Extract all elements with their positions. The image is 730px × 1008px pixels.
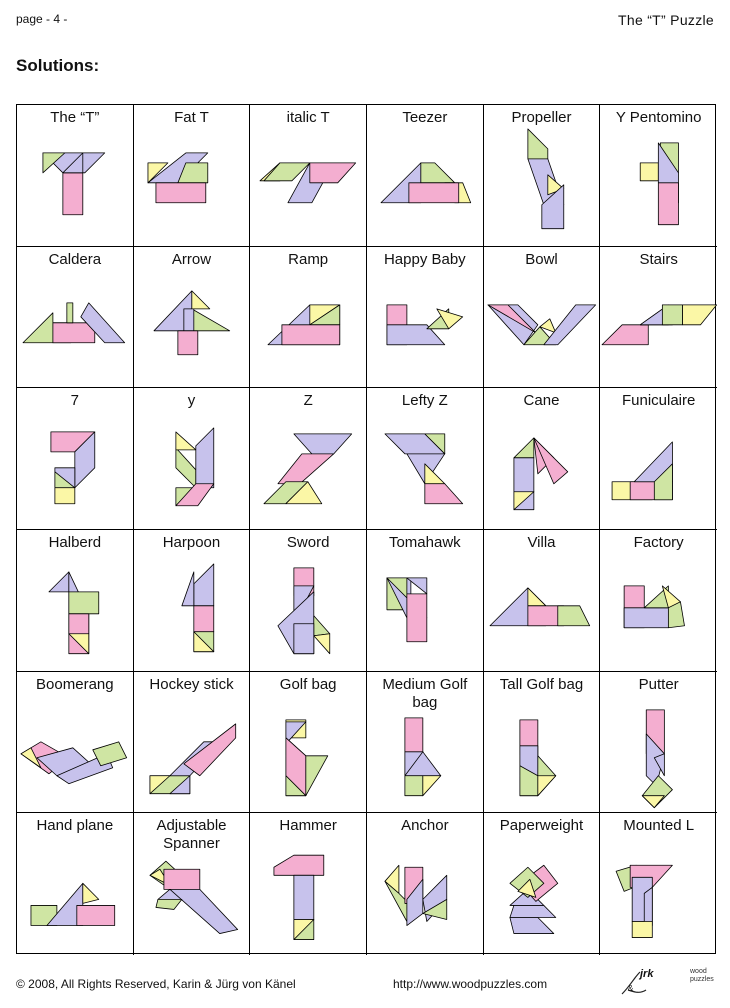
puzzle-name: Anchor bbox=[401, 817, 449, 835]
puzzle-cell bbox=[134, 530, 251, 672]
puzzle-name: Villa bbox=[527, 534, 556, 551]
puzzle-cell bbox=[600, 105, 717, 247]
puzzle-piece bbox=[83, 884, 99, 904]
puzzle-name: italic T bbox=[286, 109, 330, 126]
puzzle-name: Caldera bbox=[48, 250, 102, 268]
puzzle-name: Propeller bbox=[511, 109, 572, 126]
puzzle-cell bbox=[367, 388, 484, 530]
puzzle-cell bbox=[600, 813, 717, 955]
puzzle-cell bbox=[484, 672, 601, 814]
puzzle-piece bbox=[176, 448, 196, 488]
logo-brand: jrk bbox=[640, 968, 654, 980]
puzzle-name: Mounted L bbox=[623, 817, 695, 835]
puzzle-piece bbox=[195, 428, 213, 488]
puzzle-piece bbox=[645, 888, 653, 926]
puzzle-piece bbox=[156, 900, 182, 910]
puzzle-piece bbox=[164, 870, 200, 890]
puzzle-cell bbox=[17, 813, 134, 955]
puzzle-piece bbox=[176, 432, 196, 450]
puzzle-piece bbox=[294, 876, 314, 920]
puzzle-piece bbox=[77, 906, 115, 926]
puzzle-piece bbox=[294, 434, 352, 454]
puzzle-piece bbox=[274, 856, 324, 876]
puzzle-cell bbox=[134, 247, 251, 389]
puzzle-name: Hammer bbox=[279, 817, 337, 835]
puzzle-name: Funiculaire bbox=[621, 392, 696, 410]
puzzle-name: Fat T bbox=[174, 109, 209, 126]
page-number: page - 4 - bbox=[16, 12, 68, 26]
puzzle-name: Teezer bbox=[402, 109, 448, 126]
puzzle-piece bbox=[156, 183, 206, 203]
puzzle-name: Stairs bbox=[639, 250, 678, 268]
puzzle-piece bbox=[557, 606, 589, 626]
puzzle-piece bbox=[514, 438, 534, 458]
puzzle-piece bbox=[178, 330, 198, 354]
puzzle-cell bbox=[367, 813, 484, 955]
puzzle-name: Arrow bbox=[171, 250, 212, 268]
puzzle-piece bbox=[306, 755, 328, 795]
puzzle-name: Halberd bbox=[48, 534, 102, 551]
puzzle-piece bbox=[528, 588, 546, 606]
puzzle-piece bbox=[193, 564, 213, 606]
puzzle-piece bbox=[23, 312, 53, 342]
puzzle-piece bbox=[282, 324, 340, 344]
puzzle-piece bbox=[170, 890, 238, 934]
puzzle-cell bbox=[250, 813, 367, 955]
puzzle-name: Hand plane bbox=[36, 817, 114, 835]
puzzle-cell bbox=[17, 105, 134, 247]
solutions-grid bbox=[16, 104, 716, 954]
puzzle-cell bbox=[250, 530, 367, 672]
puzzle-piece bbox=[193, 606, 213, 632]
puzzle-piece bbox=[191, 291, 209, 309]
puzzle-piece bbox=[423, 775, 441, 795]
website-url[interactable]: http://www.woodpuzzles.com bbox=[393, 977, 548, 991]
puzzle-cell bbox=[600, 672, 717, 814]
puzzle-piece bbox=[191, 309, 229, 331]
puzzle-cell bbox=[250, 388, 367, 530]
puzzle-name: Ramp bbox=[288, 250, 329, 268]
puzzle-piece bbox=[510, 918, 554, 934]
puzzle-piece bbox=[510, 906, 556, 918]
puzzle-name: Factory bbox=[633, 534, 684, 551]
puzzle-piece bbox=[683, 305, 717, 325]
puzzle-piece bbox=[409, 183, 459, 203]
puzzle-name: Tomahawk bbox=[388, 534, 461, 551]
puzzle-piece bbox=[278, 454, 334, 484]
puzzle-cell bbox=[484, 530, 601, 672]
puzzle-piece bbox=[643, 795, 665, 807]
puzzle-cell bbox=[134, 672, 251, 814]
puzzle-name: Sword bbox=[286, 534, 330, 551]
puzzle-cell bbox=[134, 388, 251, 530]
puzzle-cell bbox=[600, 247, 717, 389]
puzzle-name: Lefty Z bbox=[401, 392, 448, 410]
puzzle-cell bbox=[484, 105, 601, 247]
puzzle-name: Z bbox=[303, 392, 313, 410]
puzzle-name: Putter bbox=[638, 675, 679, 693]
puzzle-piece bbox=[633, 922, 653, 938]
puzzle-name: The “T” bbox=[50, 109, 100, 126]
copyright-notice: © 2008, All Rights Reserved, Karin & Jürg von Känel bbox=[16, 977, 296, 991]
puzzle-piece bbox=[63, 173, 83, 215]
puzzle-cell bbox=[134, 105, 251, 247]
puzzle-name: Hockey stick bbox=[149, 675, 234, 693]
puzzle-piece bbox=[314, 634, 330, 654]
puzzle-piece bbox=[602, 324, 648, 344]
puzzle-cell bbox=[484, 247, 601, 389]
puzzle-piece bbox=[407, 594, 427, 642]
puzzle-name: Tall Golf bag bbox=[499, 675, 584, 693]
puzzle-piece bbox=[405, 775, 423, 795]
puzzle-name: Happy Baby bbox=[383, 250, 466, 268]
puzzle-name: 7 bbox=[70, 392, 79, 410]
puzzle-cell bbox=[17, 672, 134, 814]
puzzle-cell bbox=[250, 247, 367, 389]
puzzle-piece bbox=[49, 572, 69, 592]
puzzle-name: y bbox=[187, 392, 196, 410]
puzzle-piece bbox=[67, 303, 73, 323]
puzzle-piece bbox=[182, 572, 194, 606]
puzzle-name: Adjustable Spanner bbox=[156, 817, 227, 853]
puzzle-piece bbox=[528, 129, 548, 159]
puzzle-piece bbox=[421, 163, 455, 183]
puzzle-piece bbox=[659, 183, 679, 225]
puzzle-piece bbox=[624, 608, 668, 628]
puzzle-name: Golf bag bbox=[279, 675, 337, 693]
puzzle-cell bbox=[17, 388, 134, 530]
puzzle-piece bbox=[184, 724, 236, 776]
puzzle-cell bbox=[17, 247, 134, 389]
puzzle-piece bbox=[314, 616, 330, 636]
puzzle-cell bbox=[367, 672, 484, 814]
puzzle-cell bbox=[484, 388, 601, 530]
puzzle-piece bbox=[294, 624, 314, 654]
puzzle-name: Harpoon bbox=[162, 534, 221, 551]
puzzle-cell bbox=[367, 247, 484, 389]
puzzle-piece bbox=[53, 322, 95, 342]
puzzle-cell bbox=[134, 813, 251, 955]
puzzle-name: Cane bbox=[523, 392, 560, 410]
puzzle-cell bbox=[250, 672, 367, 814]
puzzle-cell bbox=[367, 105, 484, 247]
puzzle-piece bbox=[641, 163, 659, 181]
puzzle-piece bbox=[425, 484, 463, 504]
section-title: Solutions: bbox=[16, 56, 100, 75]
puzzle-name: Y Pentomino bbox=[615, 109, 702, 126]
puzzle-piece bbox=[663, 305, 683, 325]
puzzle-name: Paperweight bbox=[499, 817, 584, 835]
logo-ampersand: & bbox=[628, 984, 634, 993]
puzzle-cell bbox=[17, 530, 134, 672]
puzzle-cell bbox=[484, 813, 601, 955]
puzzle-name: Medium Golf bag bbox=[382, 675, 468, 711]
logo-words: wood puzzles bbox=[690, 968, 714, 983]
puzzle-cell bbox=[600, 530, 717, 672]
puzzle-piece bbox=[69, 592, 99, 614]
puzzle-name: Bowl bbox=[525, 250, 558, 268]
puzzle-name: Boomerang bbox=[36, 675, 114, 693]
puzzle-piece bbox=[537, 775, 555, 795]
puzzle-piece bbox=[310, 163, 356, 183]
document-title: The “T” Puzzle bbox=[618, 12, 714, 28]
puzzle-piece bbox=[55, 488, 75, 504]
puzzle-cell bbox=[367, 530, 484, 672]
puzzle-piece bbox=[184, 309, 194, 331]
puzzle-cell bbox=[250, 105, 367, 247]
puzzle-cell bbox=[600, 388, 717, 530]
